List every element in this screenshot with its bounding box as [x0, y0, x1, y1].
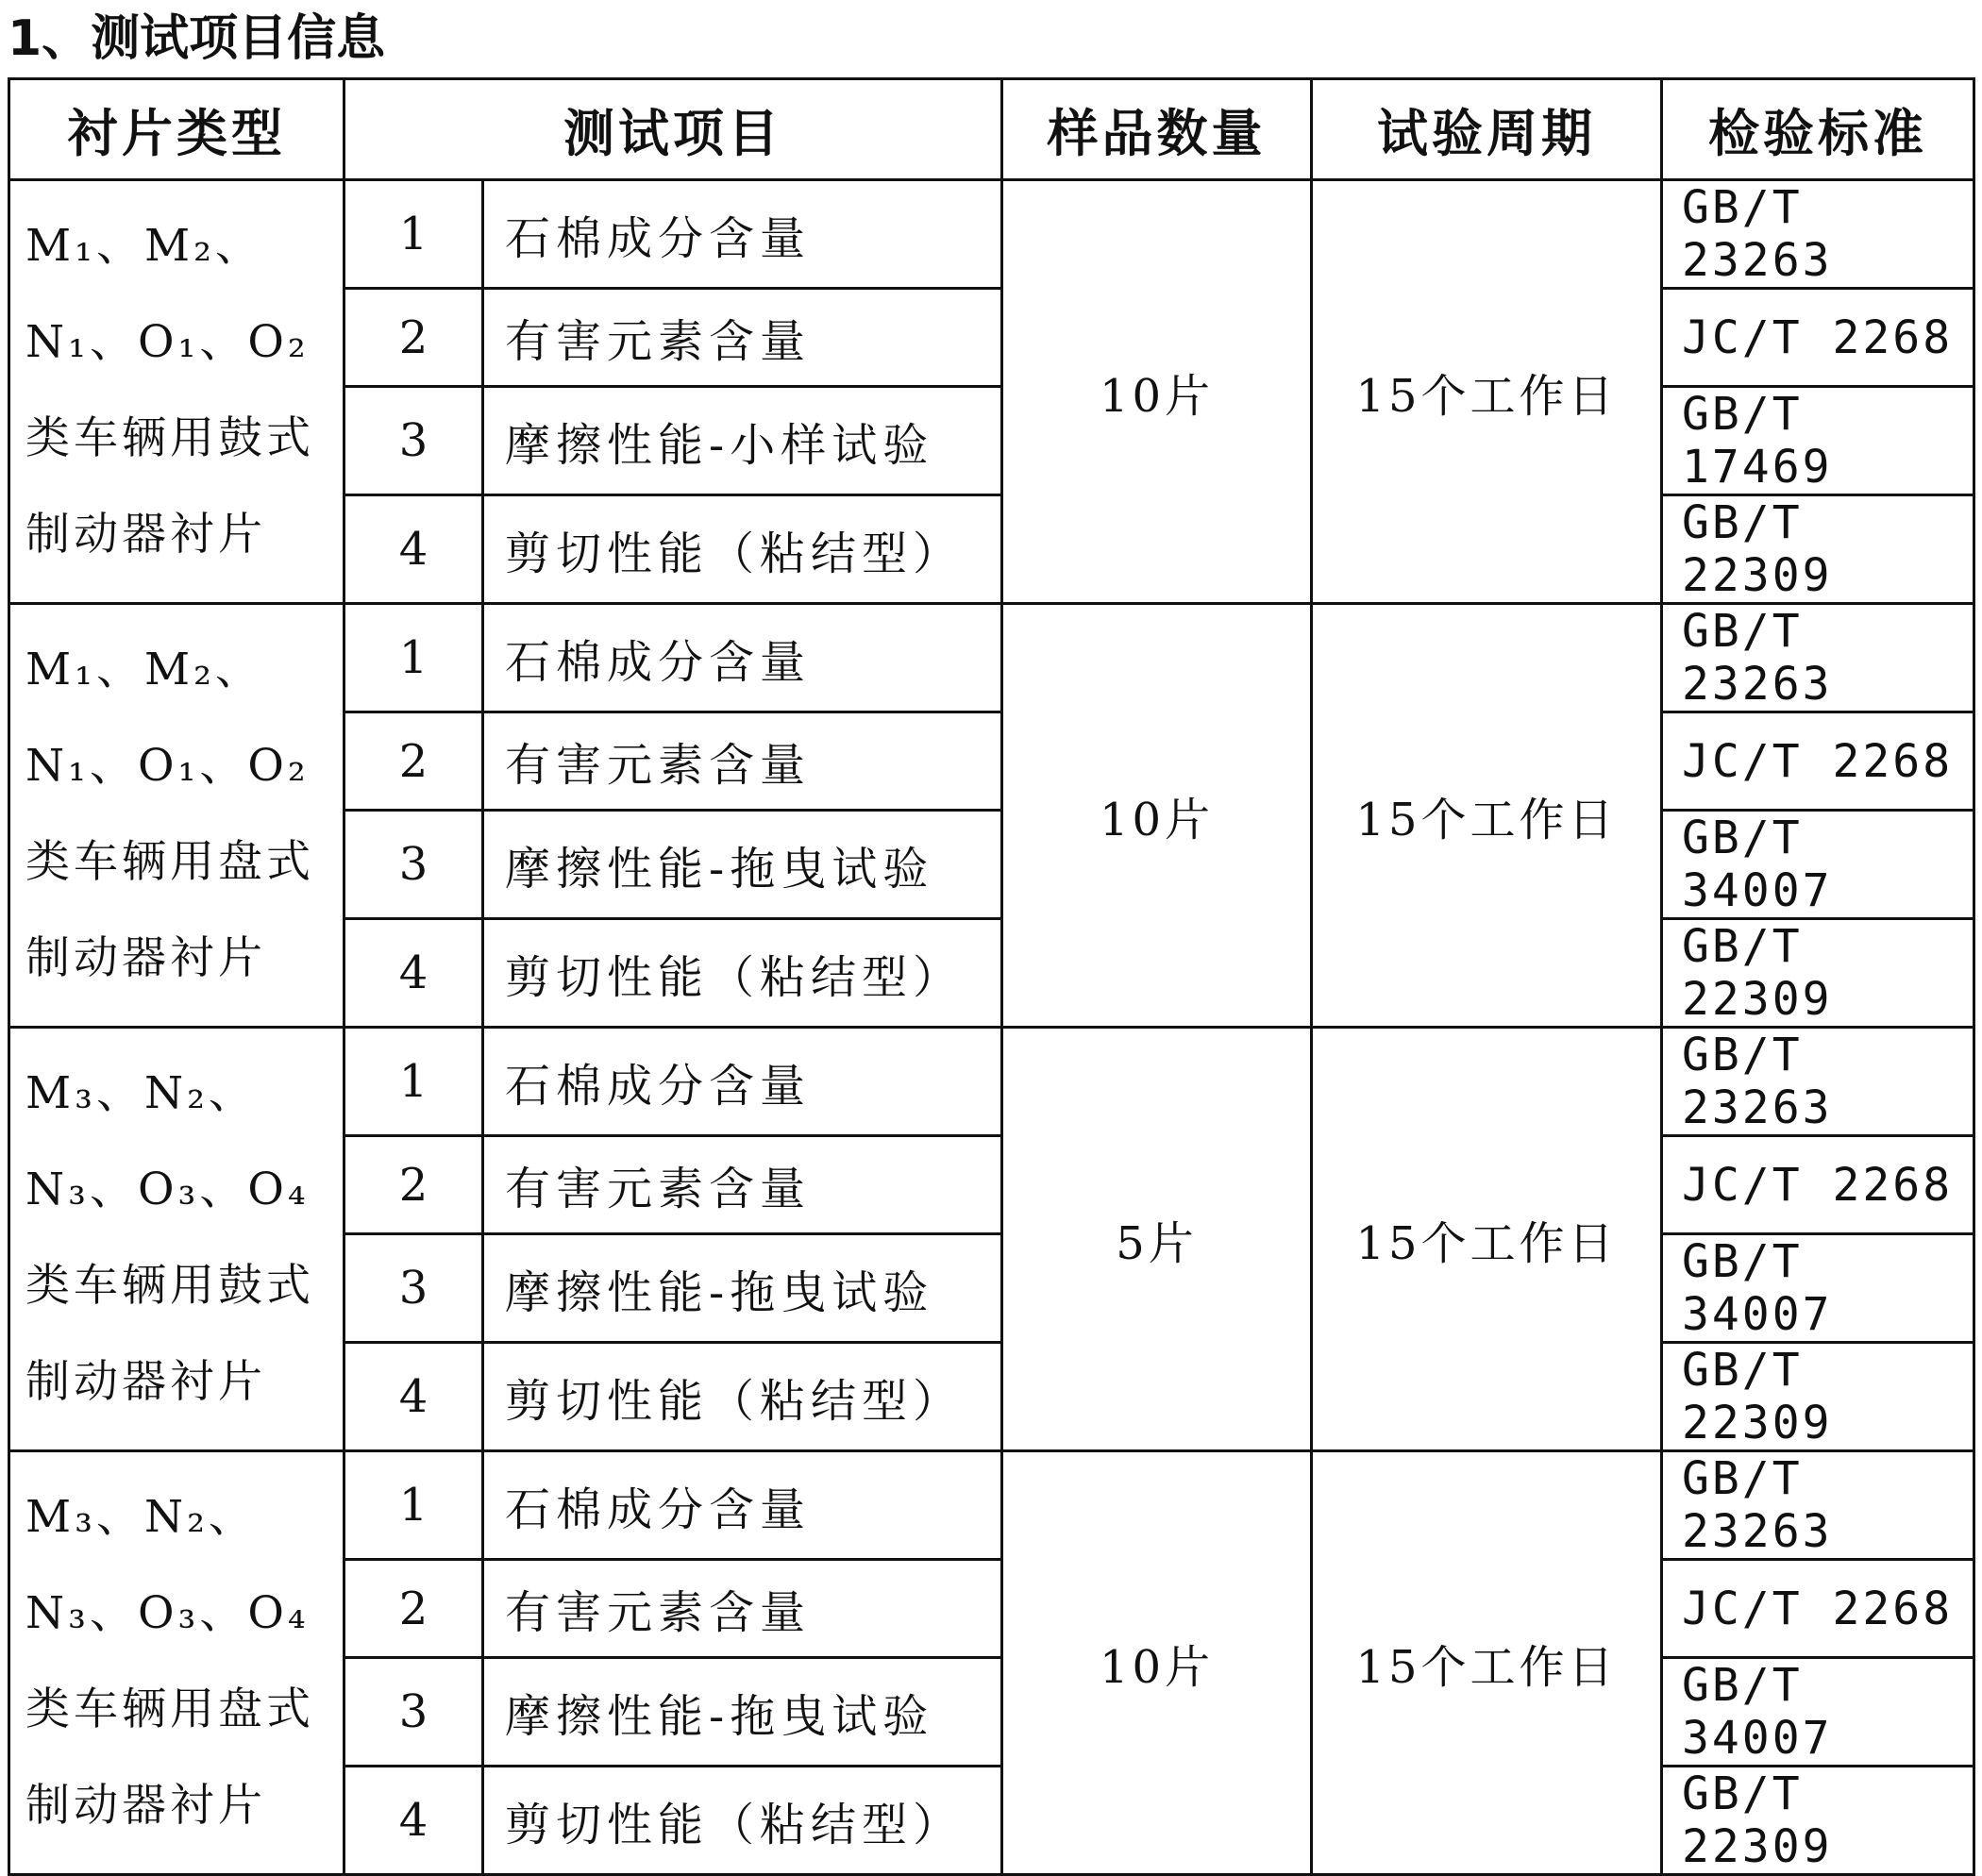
test-items-table	[8, 77, 1975, 1876]
lining-type-cell	[9, 1451, 344, 1875]
header-test-period: 试验周期	[1312, 79, 1662, 180]
table-row	[9, 1451, 1974, 1560]
section-title: 1、测试项目信息	[8, 10, 386, 67]
item-number: 4	[344, 1767, 483, 1875]
item-number: 3	[344, 1658, 483, 1767]
item-name: 有害元素含量	[483, 1560, 1002, 1658]
item-name: 石棉成分含量	[483, 604, 1002, 712]
standard-cell: GB/T 23263	[1662, 1028, 1974, 1136]
item-name: 摩擦性能-拖曳试验	[483, 1658, 1002, 1767]
item-number: 4	[344, 1343, 483, 1451]
standard-cell: GB/T 34007	[1662, 1234, 1974, 1343]
item-name: 石棉成分含量	[483, 1028, 1002, 1136]
standard-cell: GB/T 17469	[1662, 387, 1974, 495]
header-row	[9, 79, 1974, 180]
item-name: 剪切性能（粘结型）	[483, 1767, 1002, 1875]
lining-type-cell	[9, 1028, 344, 1451]
item-name: 剪切性能（粘结型）	[483, 919, 1002, 1028]
item-number: 2	[344, 1560, 483, 1658]
standard-cell: JC/T 2268	[1662, 289, 1974, 387]
item-name: 摩擦性能-小样试验	[483, 387, 1002, 495]
standard-cell: JC/T 2268	[1662, 1560, 1974, 1658]
header-lining-type: 衬片类型	[9, 79, 344, 180]
header-standard: 检验标准	[1662, 79, 1974, 180]
test-period-cell: 15个工作日	[1312, 180, 1662, 604]
standard-cell: GB/T 34007	[1662, 1658, 1974, 1767]
item-number: 1	[344, 1451, 483, 1560]
lining-type-text: M₁、M₂、N₁、O₁、O₂类车辆用盘式制动器衬片	[25, 644, 314, 984]
sample-qty-cell: 10片	[1002, 604, 1312, 1028]
lining-type-cell	[9, 604, 344, 1028]
item-number: 3	[344, 1234, 483, 1343]
item-name: 有害元素含量	[483, 289, 1002, 387]
item-name: 摩擦性能-拖曳试验	[483, 1234, 1002, 1343]
item-name: 剪切性能（粘结型）	[483, 1343, 1002, 1451]
sample-qty-cell: 5片	[1002, 1028, 1312, 1451]
item-number: 1	[344, 1028, 483, 1136]
lining-type-text: M₁、M₂、N₁、O₁、O₂类车辆用鼓式制动器衬片	[25, 220, 314, 561]
standard-cell: JC/T 2268	[1662, 712, 1974, 811]
standard-cell: GB/T 22309	[1662, 1767, 1974, 1875]
test-period-cell: 15个工作日	[1312, 604, 1662, 1028]
item-name: 石棉成分含量	[483, 180, 1002, 289]
item-number: 1	[344, 180, 483, 289]
item-number: 2	[344, 712, 483, 811]
test-period-cell: 15个工作日	[1312, 1028, 1662, 1451]
sample-qty-cell: 10片	[1002, 1451, 1312, 1875]
standard-cell: GB/T 22309	[1662, 495, 1974, 604]
standard-cell: GB/T 23263	[1662, 1451, 1974, 1560]
table-row	[9, 604, 1974, 712]
sample-qty-cell: 10片	[1002, 180, 1312, 604]
standard-cell: JC/T 2268	[1662, 1136, 1974, 1234]
standard-cell: GB/T 22309	[1662, 1343, 1974, 1451]
item-name: 摩擦性能-拖曳试验	[483, 811, 1002, 919]
standard-cell: GB/T 23263	[1662, 604, 1974, 712]
lining-type-text: M₃、N₂、N₃、O₃、O₄类车辆用鼓式制动器衬片	[25, 1067, 314, 1408]
table-row	[9, 180, 1974, 289]
lining-type-cell	[9, 180, 344, 604]
item-name: 有害元素含量	[483, 712, 1002, 811]
standard-cell: GB/T 22309	[1662, 919, 1974, 1028]
item-name: 石棉成分含量	[483, 1451, 1002, 1560]
item-number: 3	[344, 387, 483, 495]
item-number: 1	[344, 604, 483, 712]
header-test-item: 测试项目	[344, 79, 1002, 180]
item-name: 有害元素含量	[483, 1136, 1002, 1234]
item-number: 4	[344, 495, 483, 604]
item-number: 4	[344, 919, 483, 1028]
table-row	[9, 1028, 1974, 1136]
test-period-cell: 15个工作日	[1312, 1451, 1662, 1875]
header-sample-qty: 样品数量	[1002, 79, 1312, 180]
lining-type-text: M₃、N₂、N₃、O₃、O₄类车辆用盘式制动器衬片	[25, 1491, 314, 1832]
standard-cell: GB/T 23263	[1662, 180, 1974, 289]
item-number: 2	[344, 1136, 483, 1234]
standard-cell: GB/T 34007	[1662, 811, 1974, 919]
table-body	[9, 180, 1974, 1875]
item-number: 2	[344, 289, 483, 387]
item-name: 剪切性能（粘结型）	[483, 495, 1002, 604]
item-number: 3	[344, 811, 483, 919]
